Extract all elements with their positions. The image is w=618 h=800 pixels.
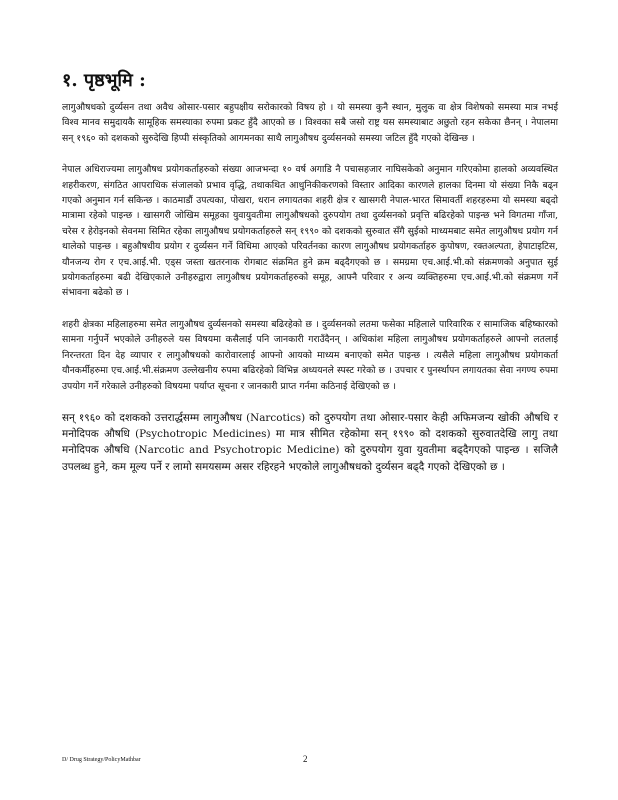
paragraph-3: शहरी क्षेत्रका महिलाहरुमा समेत लागुऔषध दुर्व्यसनको समस्या बढिरहेको छ । दुर्व्यसनको लतमा फसेका महिलाले पारिवारिक र सामाजिक बहिष्कारको सामना गर्नुपर्ने भएकोले उनीहरुले यस विषयमा कसैलाई पनि जानकारी गराउँदैनन् । अधिकांश महिला लागुऔषध प्रयोगकर्ताहरुले आफ्नो लतलाई निरन्तरता दिन देह व्यापार र लागुऔषधको कारोवारलाई आफ्नो आयको माध्यम बनाएको समेत पाइन्छ । त्यसैले महिला लागुऔषध प्रयोगकर्ता यौनकर्मीहरुमा एच.आई.भी.संक्रमण उल्लेखनीय रुपमा बढिरहेको विभिन्न अध्ययनले स्पस्ट गरेको छ । उपचार र पुनर्स्थापन लगायतका सेवा नगण्य रुपमा उपयोग गर्ने गरेकाले उनीहरुको विषयमा पर्याप्त सूचना र जानकारी प्राप्त गर्नमा कठिनाई देखिएको छ । (62, 318, 558, 392)
section-heading: १. पृष्ठभूमि : (62, 70, 146, 91)
body-text (62, 100, 558, 491)
page-number: 2 (303, 754, 308, 764)
paragraph-4: सन् १९६० को दशकको उत्तरार्द्धसम्म लागुऔषध (Narcotics) को दुरुपयोग तथा ओसार-पसार केही अफिमजन्य खोकी औषधि र मनोदिपक औषधि (Psychotropic Medicines) मा मात्र सीमित रहेकोमा सन् १९९० को दशकको सुरुवातदेखि लागु तथा मनोदिपक औषधि (Narcotic and Psychotropic Medicine) को दुरुपयोग युवा युवतीमा बढ्दैगएको पाइन्छ । सजिलै उपलब्ध हुने, कम मूल्य पर्ने र लामो समयसम्म असर रहिरहने भएकोले लागुऔषधको दुर्व्यसन बढ्दै गएको देखिएको छ । (62, 411, 558, 473)
paragraph-1: लागुऔषधको दुर्व्यसन तथा अवैध ओसार-पसार बहुपक्षीय सरोकारको विषय हो । यो समस्या कुनै स्थान, मुलुक वा क्षेत्र विशेषको समस्या मात्र नभई विश्व मानव समुदायकै सामूहिक समस्याका रुपमा प्रकट हुँदै आएको छ । विश्वका सबै जसो राष्ट्र यस समस्याबाट अछुतो रहन सकेका छैनन् । नेपालमा सन् १९६० को दशकको सुरुदेखि हिप्पी संस्कृतिको आगमनका साथै लागुऔषध दुर्व्यसनको समस्या जटिल हुँदै गएको देखिन्छ । (62, 102, 558, 144)
paragraph-2: नेपाल अधिराज्यमा लागुऔषध प्रयोगकर्ताहरुको संख्या आजभन्दा १० वर्ष अगाडि नै पचासहजार नाघिसकेको अनुमान गरिएकोमा हालको अव्यवस्थित शहरीकरण, संगठित आपराधिक संजालको प्रभाव वृद्धि, तथाकथित आधुनिकीकरणको विस्तार आदिका कारणले हालका दिनमा यो संख्या निकै बढ्न गएको अनुमान गर्न सकिन्छ । काठमाडौं उपत्यका, पोखरा, धरान लगायतका शहरी क्षेत्र र खासगरी नेपाल-भारत सिमावर्ती शहरहरुमा यो समस्या बढ्दो मात्रामा रहेको पाइन्छ । खासगरी जोखिम समूहका युवायुवतीमा लागुऔषधको दुरुपयोग तथा दुर्व्यसनको प्रवृत्ति बढिरहेको पाइन्छ भने विगतमा गाँजा, चरेस र हेरोइनको सेवनमा सिमित रहेका लागुऔषध प्रयोगकर्ताहरुले सन् १९९० को दशकको सुरुवात सँगै सुईको माध्यमबाट समेत लागुऔषध प्रयोग गर्न थालेको पाइन्छ । बहुऔषधीय प्रयोग र दुर्व्यसन गर्ने विधिमा आएको परिवर्तनका कारण लागुऔषध प्रयोगकर्ताहरु कुपोषण, रक्तअल्पता, हेपाटाइटिस, यौनजन्य रोग र एच.आई.भी. एड्स जस्ता खतरनाक रोगबाट संक्रमित हुने क्रम बढ्दैगएको छ । समग्रमा एच.आई.भी.को संक्रमणको अनुपात सुई प्रयोगकर्ताहरुमा बढी देखिएकाले उनीहरुद्वारा लागुऔषध प्रयोगकर्ताहरुको समूह, आफ्नै परिवार र अन्य व्यक्तिहरुमा एच.आई.भी.को संक्रमण गर्ने संभावना बढेको छ । (62, 164, 558, 299)
footer-path: D/ Drug Strategy/PolicyMathbar (62, 757, 141, 763)
